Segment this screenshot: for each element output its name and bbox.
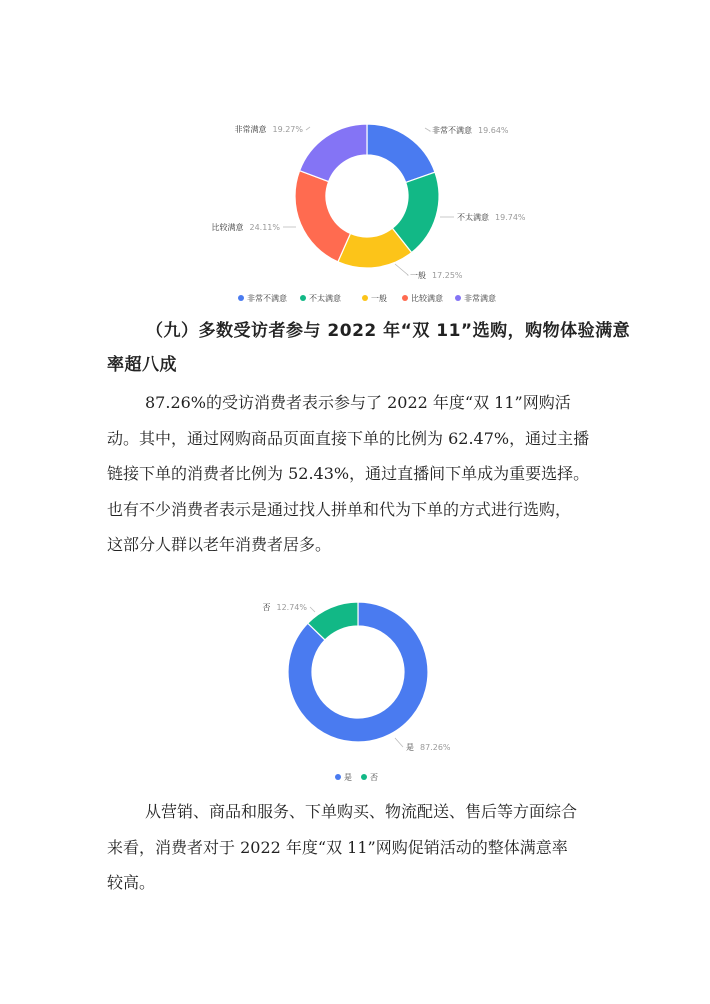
legend-label: 非常满意 (464, 294, 496, 303)
paragraph-line: 较高。 (107, 873, 156, 892)
participation-donut-chart (0, 590, 710, 790)
legend-label: 一般 (371, 294, 387, 303)
paragraph-line: 动。其中，通过网购商品页面直接下单的比例为 62.47%，通过主播 (107, 428, 590, 448)
legend-label: 比较满意 (411, 294, 443, 303)
legend-marker (455, 295, 461, 301)
legend-marker (362, 295, 368, 301)
slice-label: 否 12.74% (262, 603, 307, 612)
legend-marker (361, 774, 367, 780)
slice-label: 一般 17.25% (410, 271, 463, 280)
paragraph-line: 87.26%的受访消费者表示参与了 2022 年度“双 11”网购活 (145, 393, 571, 412)
paragraph-line: 从营销、商品和服务、下单购买、物流配送、售后等方面综合 (145, 802, 578, 821)
paragraph-line: 这部分人群以老年消费者居多。 (107, 535, 332, 554)
paragraph-line: 来看，消费者对于 2022 年度“双 11”网购促销活动的整体满意率 (107, 837, 568, 857)
legend-label: 非常不满意 (247, 294, 287, 303)
legend-marker (335, 774, 341, 780)
slice-label: 非常满意 19.27% (234, 125, 303, 134)
donut-slice-1 (367, 124, 435, 182)
satisfaction-donut-chart (0, 100, 710, 315)
paragraph-line: 也有不少消费者表示是通过找人拼单和代为下单的方式进行选购， (107, 499, 572, 519)
paragraph-overall-satisfaction (107, 794, 607, 901)
donut-slice-4 (295, 171, 350, 262)
legend-marker (238, 295, 244, 301)
legend-marker (300, 295, 306, 301)
paragraph-participation (107, 385, 607, 563)
slice-label: 比较满意 24.11% (211, 223, 280, 232)
label-leader-line (306, 127, 310, 130)
legend-label: 是 (344, 773, 352, 782)
label-leader-line (395, 264, 408, 275)
label-leader-line (310, 607, 315, 612)
legend-label: 否 (370, 773, 378, 782)
slice-label: 不太满意 19.74% (457, 213, 526, 222)
donut-slice-5 (300, 124, 367, 182)
label-leader-line (395, 738, 403, 747)
slice-label: 非常不满意 19.64% (432, 126, 509, 135)
section-heading-line1: （九）多数受访者参与 2022 年“双 11”选购，购物体验满意 (146, 321, 631, 341)
legend-label: 不太满意 (309, 294, 341, 303)
label-leader-line (425, 128, 430, 131)
paragraph-line: 链接下单的消费者比例为 52.43%，通过直播间下单成为重要选择。 (107, 464, 590, 483)
slice-label: 是 87.26% (406, 743, 451, 752)
section-heading-line2: 率超八成 (107, 355, 177, 375)
legend-marker (402, 295, 408, 301)
